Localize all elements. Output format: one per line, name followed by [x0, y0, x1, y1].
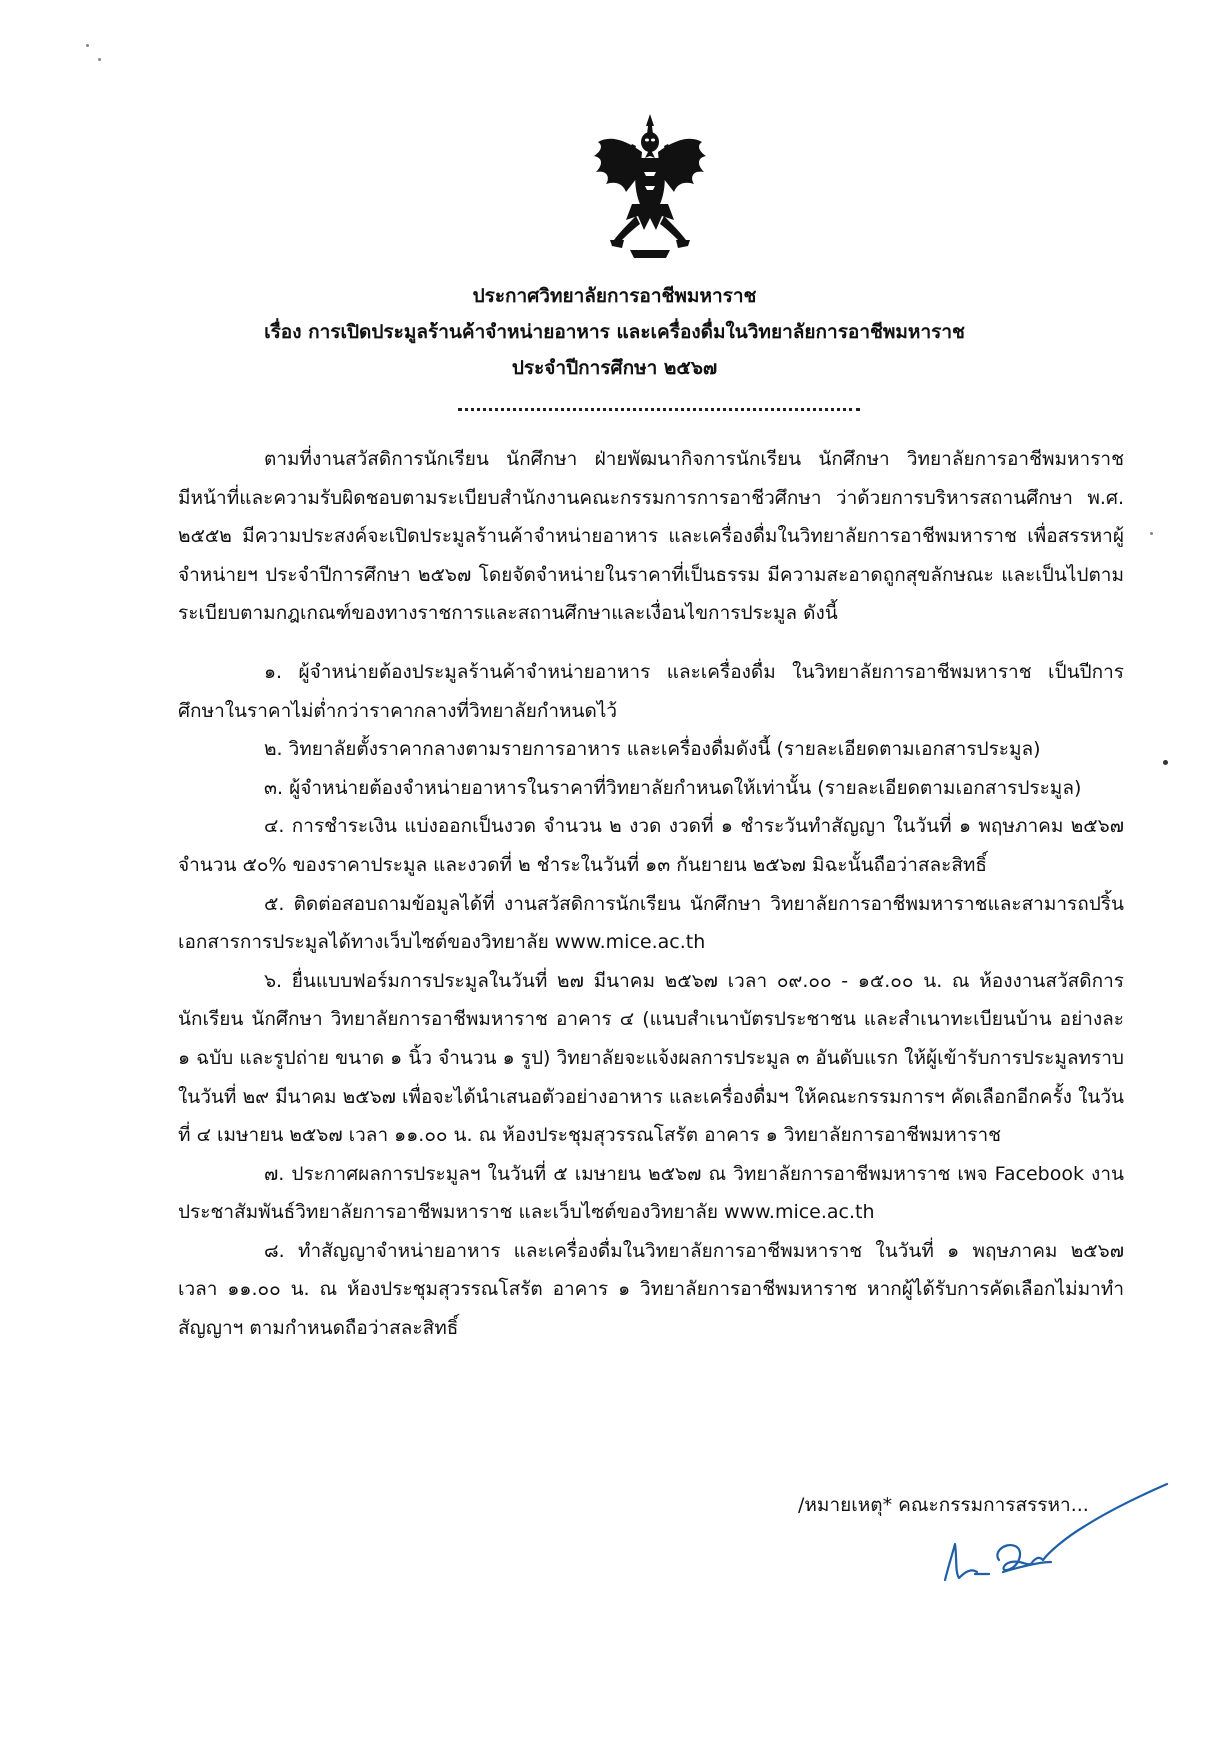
condition-item-2: ๒. วิทยาลัยตั้งราคากลางตามรายการอาหาร และเครื่องดื่มดังนี้ (รายละเอียดตามเอกสารประมูล) — [264, 738, 1041, 761]
condition-item-6: ๖. ยื่นแบบฟอร์มการประมูลในวันที่ ๒๗ มีนาคม ๒๕๖๗ เวลา ๐๙.๐๐ - ๑๕.๐๐ น. ณ ห้องงานสวัสดิการนักเรียน นักศึกษา วิทยาลัยการอาชีพมหาราช อาคาร ๔ (แนบสำเนาบัตรประชาชน และสำเนาทะเบียนบ้าน อย่างละ ๑ ฉบับ และรูปถ่าย ขนาด ๑ นิ้ว จำนวน ๑ รูป) วิทยาลัยจะแจ้งผลการประมูล ๓ อันดับแรก ให้ผู้เข้ารับการประมูลทราบ ในวันที่ ๒๙ มีนาคม ๒๕๖๗ เพื่อจะได้นำเสนอตัวอย่างอาหาร และเครื่องดื่มฯ ให้คณะกรรมการฯ คัดเลือกอีกครั้ง ในวันที่ ๔ เมษายน ๒๕๖๗ เวลา ๑๑.๐๐ น. ณ ห้องประชุมสุวรรณโสรัต อาคาร ๑ วิทยาลัยการอาชีพมหาราช — [178, 969, 1124, 1147]
condition-item-1: ๑. ผู้จำหน่ายต้องประมูลร้านค้าจำหน่ายอาหาร และเครื่องดื่ม ในวิทยาลัยการอาชีพมหาราช เป็นปีการศึกษาในราคาไม่ต่ำกว่าราคากลางที่วิทยาลัยกำหนดไว้ — [178, 660, 1124, 722]
announcement-subject: เรื่อง การเปิดประมูลร้านค้าจำหน่ายอาหาร และเครื่องดื่มในวิทยาลัยการอาชีพมหาราช — [264, 321, 965, 343]
announcement-title: ประกาศวิทยาลัยการอาชีพมหาราช — [472, 285, 757, 307]
signature-icon — [935, 1468, 1175, 1588]
scan-speck — [98, 58, 101, 61]
condition-item-3: ๓. ผู้จำหน่ายต้องจำหน่ายอาหารในราคาที่วิทยาลัยกำหนดให้เท่านั้น (รายละเอียดตามเอกสารประมูล) — [264, 776, 1082, 799]
garuda-emblem-icon — [590, 112, 710, 262]
condition-item-5: ๕. ติดต่อสอบถามข้อมูลได้ที่ งานสวัสดิการนักเรียน นักศึกษา วิทยาลัยการอาชีพมหาราชและสามารถปริ้นเอกสารการประมูลได้ทางเว็บไซต์ของวิทยาลัย www.mice.ac.th — [178, 892, 1124, 954]
announcement-body — [178, 440, 1124, 1348]
scan-speck — [1163, 760, 1168, 765]
academic-year: ประจำปีการศึกษา ๒๕๖๗ — [511, 357, 718, 379]
dotted-divider — [458, 408, 860, 411]
scan-speck — [86, 44, 89, 47]
condition-item-8: ๘. ทำสัญญาจำหน่ายอาหาร และเครื่องดื่มในวิทยาลัยการอาชีพมหาราช ในวันที่ ๑ พฤษภาคม ๒๕๖๗ เวลา ๑๑.๐๐ น. ณ ห้องประชุมสุวรรณโสรัต อาคาร ๑ วิทยาลัยการอาชีพมหาราช หากผู้ได้รับการคัดเลือกไม่มาทำสัญญาฯ ตามกำหนดถือว่าสละสิทธิ์ — [178, 1239, 1124, 1340]
remark-note: /หมายเหตุ* คณะกรรมการสรรหา... — [798, 1494, 1089, 1516]
announcement-header — [0, 278, 1229, 386]
intro-paragraph: ตามที่งานสวัสดิการนักเรียน นักศึกษา ฝ่ายพัฒนากิจการนักเรียน นักศึกษา วิทยาลัยการอาชีพมหาราช มีหน้าที่และความรับผิดชอบตามระเบียบสำนักงานคณะกรรมการการอาชีวศึกษา ว่าด้วยการบริหารสถานศึกษา พ.ศ. ๒๕๕๒ มีความประสงค์จะเปิดประมูลร้านค้าจำหน่ายอาหาร และเครื่องดื่มในวิทยาลัยการอาชีพมหาราช เพื่อสรรหาผู้จำหน่ายฯ ประจำปีการศึกษา ๒๕๖๗ โดยจัดจำหน่ายในราคาที่เป็นธรรม มีความสะอาดถูกสุขลักษณะ และเป็นไปตามระเบียบตามกฎเกณฑ์ของทางราชการและสถานศึกษาและเงื่อนไขการประมูล ดังนี้ — [178, 448, 1124, 625]
condition-item-4: ๔. การชำระเงิน แบ่งออกเป็นงวด จำนวน ๒ งวด งวดที่ ๑ ชำระวันทำสัญญา ในวันที่ ๑ พฤษภาคม ๒๕๖๗ จำนวน ๕๐% ของราคาประมูล และงวดที่ ๒ ชำระในวันที่ ๑๓ กันยายน ๒๕๖๗ มิฉะนั้นถือว่าสละสิทธิ์ — [178, 815, 1124, 876]
condition-item-7: ๗. ประกาศผลการประมูลฯ ในวันที่ ๕ เมษายน ๒๕๖๗ ณ วิทยาลัยการอาชีพมหาราช เพจ Facebook งานประชาสัมพันธ์วิทยาลัยการอาชีพมหาราช และเว็บไซต์ของวิทยาลัย www.mice.ac.th — [178, 1162, 1124, 1224]
scan-speck — [1150, 532, 1153, 535]
